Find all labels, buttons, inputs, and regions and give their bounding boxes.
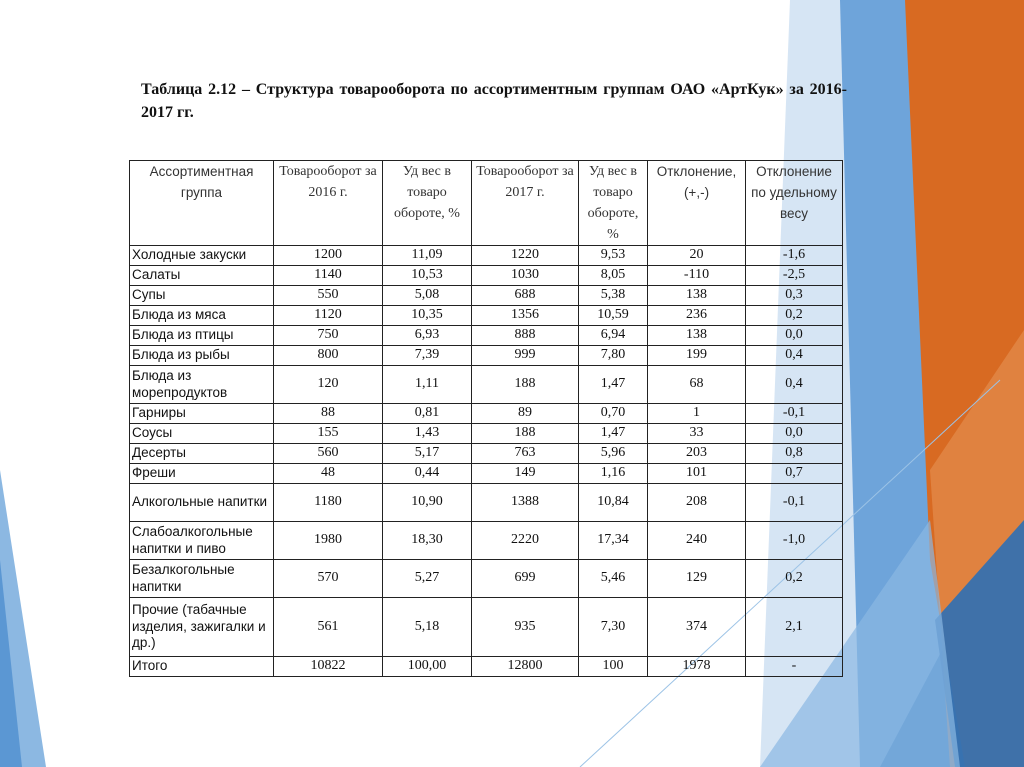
row-value: 1356 — [472, 306, 579, 326]
row-value: 1180 — [274, 484, 383, 522]
row-value: 5,96 — [579, 444, 648, 464]
header-share-2017: Уд вес в товаро обороте, % — [579, 161, 648, 246]
row-value: 6,94 — [579, 326, 648, 346]
row-value: 5,08 — [383, 286, 472, 306]
row-value: 12800 — [472, 657, 579, 677]
row-value: 0,44 — [383, 464, 472, 484]
row-group-name: Итого — [130, 657, 274, 677]
row-value: -110 — [648, 266, 746, 286]
row-value: 7,80 — [579, 346, 648, 366]
row-value: 10,53 — [383, 266, 472, 286]
row-value: 688 — [472, 286, 579, 306]
table-title — [141, 78, 847, 124]
row-value: 9,53 — [579, 246, 648, 266]
row-value: 68 — [648, 366, 746, 404]
header-share-2016: Уд вес в товаро обороте, % — [383, 161, 472, 246]
row-value: 699 — [472, 560, 579, 598]
table-row — [130, 326, 843, 346]
row-value: 7,30 — [579, 598, 648, 657]
row-value: 1030 — [472, 266, 579, 286]
header-group: Ассортиментная группа — [130, 161, 274, 246]
row-value: 11,09 — [383, 246, 472, 266]
row-value: 17,34 — [579, 522, 648, 560]
row-value: 1,11 — [383, 366, 472, 404]
table-row — [130, 444, 843, 464]
row-group-name: Фреши — [130, 464, 274, 484]
row-value: - — [746, 657, 843, 677]
row-value: 18,30 — [383, 522, 472, 560]
row-value: 20 — [648, 246, 746, 266]
row-value: 0,7 — [746, 464, 843, 484]
header-deviation: Отклонение, (+,-) — [648, 161, 746, 246]
row-value: 0,2 — [746, 306, 843, 326]
row-value: 5,38 — [579, 286, 648, 306]
row-value: 999 — [472, 346, 579, 366]
row-value: 0,81 — [383, 404, 472, 424]
row-value: 570 — [274, 560, 383, 598]
row-value: 240 — [648, 522, 746, 560]
row-value: 199 — [648, 346, 746, 366]
row-value: 138 — [648, 326, 746, 346]
row-value: 203 — [648, 444, 746, 464]
table-row — [130, 598, 843, 657]
table-row — [130, 484, 843, 522]
table-body — [130, 246, 843, 677]
row-value: -0,1 — [746, 484, 843, 522]
row-value: 800 — [274, 346, 383, 366]
row-value: 10822 — [274, 657, 383, 677]
row-value: 149 — [472, 464, 579, 484]
row-value: 48 — [274, 464, 383, 484]
row-value: 236 — [648, 306, 746, 326]
row-value: 550 — [274, 286, 383, 306]
row-value: 1140 — [274, 266, 383, 286]
row-value: 6,93 — [383, 326, 472, 346]
row-value: 0,4 — [746, 366, 843, 404]
table-row — [130, 657, 843, 677]
table-row — [130, 246, 843, 266]
table-row — [130, 366, 843, 404]
row-value: 888 — [472, 326, 579, 346]
row-group-name: Прочие (табачные изделия, зажигалки и др.) — [130, 598, 274, 657]
row-value: 1,47 — [579, 424, 648, 444]
table-row — [130, 404, 843, 424]
row-value: 100,00 — [383, 657, 472, 677]
table-row — [130, 306, 843, 326]
row-value: 1,47 — [579, 366, 648, 404]
row-group-name: Салаты — [130, 266, 274, 286]
row-value: 88 — [274, 404, 383, 424]
table-row — [130, 346, 843, 366]
row-group-name: Алкогольные напитки — [130, 484, 274, 522]
row-group-name: Блюда из мяса — [130, 306, 274, 326]
row-value: 0,2 — [746, 560, 843, 598]
row-value: 5,46 — [579, 560, 648, 598]
header-turnover-2016: Товарооборот за 2016 г. — [274, 161, 383, 246]
row-value: 1978 — [648, 657, 746, 677]
row-value: 0,3 — [746, 286, 843, 306]
row-value: 1220 — [472, 246, 579, 266]
row-value: 208 — [648, 484, 746, 522]
row-value: 0,0 — [746, 424, 843, 444]
table-row — [130, 424, 843, 444]
title-line-2: «АртКук» за 2016-2017 гг. — [141, 81, 848, 121]
turnover-structure-table — [129, 160, 843, 677]
row-value: 5,17 — [383, 444, 472, 464]
row-value: 561 — [274, 598, 383, 657]
row-value: 138 — [648, 286, 746, 306]
row-value: 8,05 — [579, 266, 648, 286]
row-value: 374 — [648, 598, 746, 657]
row-value: 1,16 — [579, 464, 648, 484]
row-value: 2220 — [472, 522, 579, 560]
header-turnover-2017: Товарооборот за 2017 г. — [472, 161, 579, 246]
row-value: 155 — [274, 424, 383, 444]
row-value: 5,27 — [383, 560, 472, 598]
row-value: 0,70 — [579, 404, 648, 424]
row-value: 129 — [648, 560, 746, 598]
table-row — [130, 560, 843, 598]
row-value: -2,5 — [746, 266, 843, 286]
table-row — [130, 522, 843, 560]
row-value: 10,90 — [383, 484, 472, 522]
row-value: 0,4 — [746, 346, 843, 366]
row-group-name: Соусы — [130, 424, 274, 444]
row-group-name: Блюда из морепродуктов — [130, 366, 274, 404]
row-value: 10,35 — [383, 306, 472, 326]
row-group-name: Блюда из рыбы — [130, 346, 274, 366]
row-value: 33 — [648, 424, 746, 444]
row-value: 2,1 — [746, 598, 843, 657]
row-value: -1,6 — [746, 246, 843, 266]
row-value: 1 — [648, 404, 746, 424]
row-value: 7,39 — [383, 346, 472, 366]
row-value: 1,43 — [383, 424, 472, 444]
table-row — [130, 286, 843, 306]
row-value: 10,84 — [579, 484, 648, 522]
row-group-name: Блюда из птицы — [130, 326, 274, 346]
row-value: 1388 — [472, 484, 579, 522]
row-value: 750 — [274, 326, 383, 346]
row-value: 120 — [274, 366, 383, 404]
row-value: 0,8 — [746, 444, 843, 464]
row-value: 100 — [579, 657, 648, 677]
row-value: 1200 — [274, 246, 383, 266]
row-value: -0,1 — [746, 404, 843, 424]
row-group-name: Безалкогольные напитки — [130, 560, 274, 598]
row-value: 188 — [472, 424, 579, 444]
row-value: 101 — [648, 464, 746, 484]
row-value: 89 — [472, 404, 579, 424]
row-value: -1,0 — [746, 522, 843, 560]
row-value: 188 — [472, 366, 579, 404]
row-group-name: Слабоалкогольные напитки и пиво — [130, 522, 274, 560]
row-group-name: Супы — [130, 286, 274, 306]
table-row — [130, 464, 843, 484]
row-group-name: Десерты — [130, 444, 274, 464]
header-deviation-share: Отклонение по удельному весу — [746, 161, 843, 246]
row-value: 0,0 — [746, 326, 843, 346]
row-group-name: Гарниры — [130, 404, 274, 424]
row-value: 935 — [472, 598, 579, 657]
row-value: 1120 — [274, 306, 383, 326]
row-value: 5,18 — [383, 598, 472, 657]
row-value: 560 — [274, 444, 383, 464]
table-row — [130, 266, 843, 286]
row-value: 10,59 — [579, 306, 648, 326]
title-line-1: Таблица 2.12 – Структура товарооборота по ассортиментным группам ОАО — [141, 81, 706, 98]
row-group-name: Холодные закуски — [130, 246, 274, 266]
row-value: 763 — [472, 444, 579, 464]
table-header-row — [130, 161, 843, 246]
row-value: 1980 — [274, 522, 383, 560]
